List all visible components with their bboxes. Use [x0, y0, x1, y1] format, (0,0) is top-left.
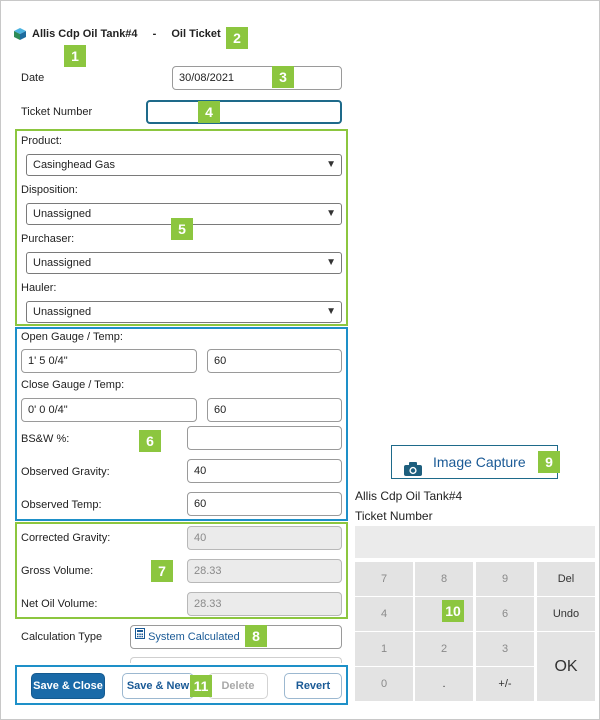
observed-gravity-field[interactable]: 40	[187, 459, 342, 483]
calculation-type-label: Calculation Type	[21, 631, 103, 643]
callout-5: 5	[171, 218, 193, 240]
page-title	[32, 28, 221, 40]
gross-volume-label: Gross Volume:	[21, 565, 94, 577]
callout-7: 7	[151, 560, 173, 582]
net-oil-volume-label: Net Oil Volume:	[21, 598, 98, 610]
callout-10: 10	[442, 600, 464, 622]
keypad-key-6[interactable]: 6	[476, 597, 534, 631]
hidden-field-edge	[130, 657, 342, 663]
cube-icon	[14, 28, 26, 40]
keypad-key-1[interactable]: 1	[355, 632, 413, 666]
bsw-label: BS&W %:	[21, 433, 70, 445]
date-label: Date	[21, 72, 45, 84]
keypad-key-4[interactable]: 4	[355, 597, 413, 631]
hauler-value: Unassigned	[33, 306, 92, 318]
keypad-key-decimal[interactable]: .	[415, 667, 473, 701]
chevron-down-icon: ▼	[326, 208, 336, 219]
save-new-button[interactable]: Save & New	[122, 673, 194, 699]
delete-button[interactable]: Delete	[208, 673, 268, 699]
bsw-field[interactable]	[187, 426, 342, 450]
net-oil-volume-field: 28.33	[187, 592, 342, 616]
corrected-gravity-label: Corrected Gravity:	[21, 532, 111, 544]
camera-icon	[404, 455, 422, 487]
chevron-down-icon: ▼	[326, 306, 336, 317]
callout-6: 6	[139, 430, 161, 452]
ticket-number-label: Ticket Number	[21, 106, 93, 118]
save-close-button[interactable]: Save & Close	[31, 673, 105, 699]
close-gauge-field[interactable]: 0' 0 0/4"	[21, 398, 197, 422]
observed-gravity-label: Observed Gravity:	[21, 466, 110, 478]
product-label: Product:	[21, 135, 62, 147]
date-field[interactable]: 30/08/2021	[172, 66, 342, 90]
keypad-field-name: Ticket Number	[355, 509, 433, 523]
calculator-icon	[135, 625, 145, 647]
keypad-key-9[interactable]: 9	[476, 562, 534, 596]
keypad-key-3[interactable]: 3	[476, 632, 534, 666]
tank-name: Allis Cdp Oil Tank#4	[32, 28, 138, 40]
observed-temp-label: Observed Temp:	[21, 499, 102, 511]
image-capture-button[interactable]	[391, 445, 558, 479]
open-temp-field[interactable]: 60	[207, 349, 342, 373]
callout-2: 2	[226, 27, 248, 49]
keypad-key-7[interactable]: 7	[355, 562, 413, 596]
form-title: Oil Ticket	[171, 28, 221, 40]
open-gauge-label: Open Gauge / Temp:	[21, 331, 123, 343]
callout-3: 3	[272, 66, 294, 88]
chevron-down-icon: ▼	[326, 159, 336, 170]
keypad-key-8[interactable]: 8	[415, 562, 473, 596]
ticket-number-field[interactable]	[146, 100, 342, 124]
close-gauge-label: Close Gauge / Temp:	[21, 379, 125, 391]
keypad-key-2[interactable]: 2	[415, 632, 473, 666]
open-gauge-field[interactable]: 1' 5 0/4"	[21, 349, 197, 373]
chevron-down-icon: ▼	[326, 257, 336, 268]
keypad-tank-name: Allis Cdp Oil Tank#4	[355, 489, 463, 503]
callout-8: 8	[245, 625, 267, 647]
observed-temp-field[interactable]: 60	[187, 492, 342, 516]
keypad-key-del[interactable]: Del	[537, 562, 595, 596]
keypad-display	[355, 526, 595, 558]
keypad-key-undo[interactable]: Undo	[537, 597, 595, 631]
product-value: Casinghead Gas	[33, 159, 115, 171]
purchaser-value: Unassigned	[33, 257, 92, 269]
keypad-key-plus-minus[interactable]: +/-	[476, 667, 534, 701]
title-separator: -	[152, 28, 157, 40]
calculation-type-field[interactable]	[130, 625, 342, 649]
callout-9: 9	[538, 451, 560, 473]
close-temp-field[interactable]: 60	[207, 398, 342, 422]
disposition-value: Unassigned	[33, 208, 92, 220]
calculation-type-value: System Calculated	[148, 631, 240, 643]
product-select[interactable]	[26, 154, 342, 176]
purchaser-select[interactable]	[26, 252, 342, 274]
callout-4: 4	[198, 101, 220, 123]
revert-button[interactable]: Revert	[284, 673, 342, 699]
keypad-key-0[interactable]: 0	[355, 667, 413, 701]
purchaser-label: Purchaser:	[21, 233, 75, 245]
keypad-key-ok[interactable]: OK	[537, 632, 595, 701]
image-capture-label: Image Capture	[433, 454, 526, 470]
callout-1: 1	[64, 45, 86, 67]
corrected-gravity-field: 40	[187, 526, 342, 550]
gross-volume-field: 28.33	[187, 559, 342, 583]
disposition-label: Disposition:	[21, 184, 78, 196]
hauler-label: Hauler:	[21, 282, 57, 294]
hauler-select[interactable]	[26, 301, 342, 323]
callout-11: 11	[190, 675, 212, 697]
